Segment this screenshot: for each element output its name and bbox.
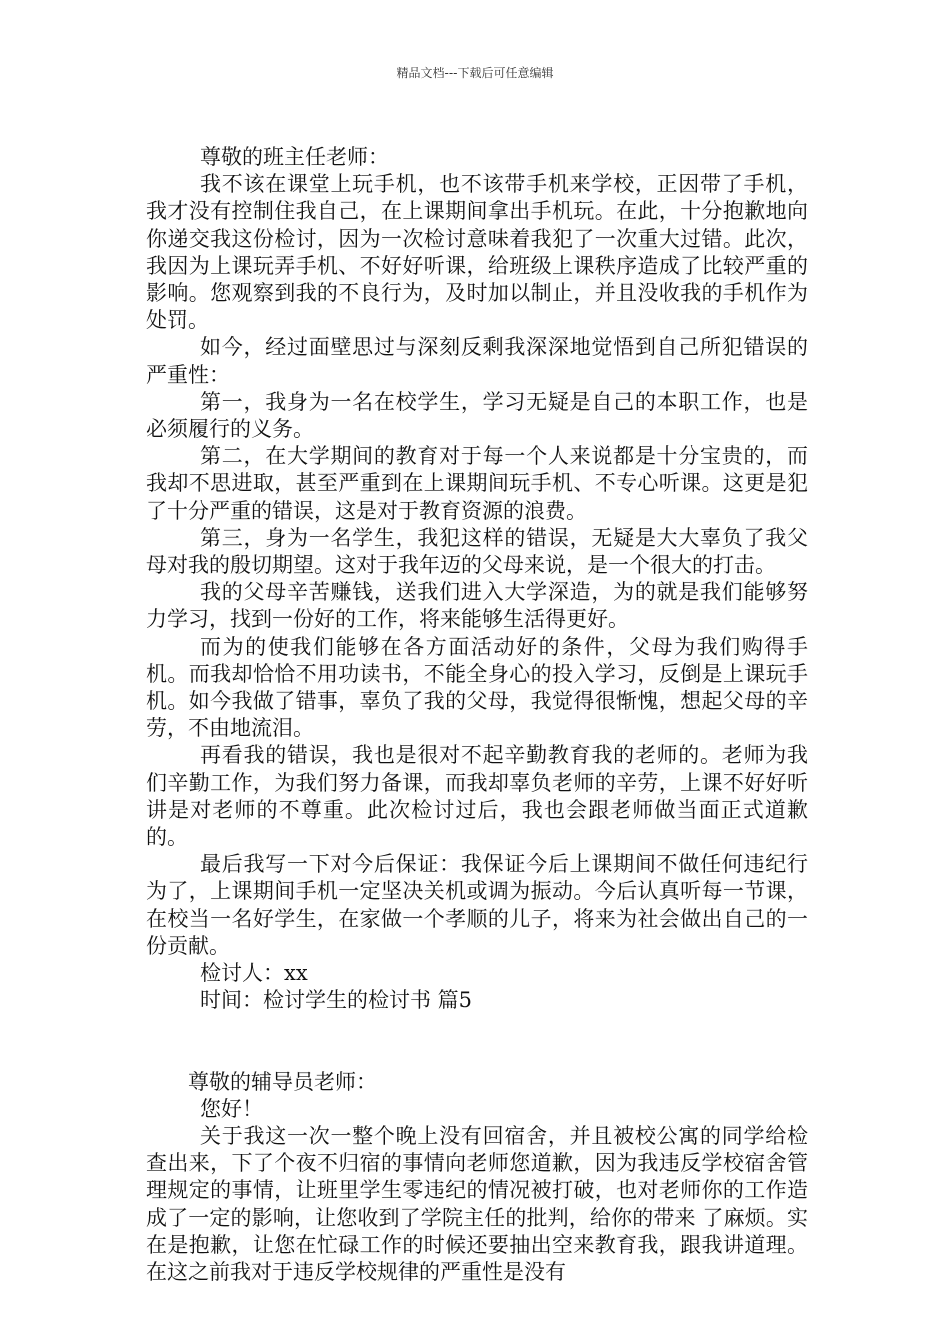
- paragraph: 第三，身为一名学生，我犯这样的错误，无疑是大大辜负了我父母对我的殷切期望。这对于我年迈的父母来说，是一个很大的打击。: [146, 525, 808, 578]
- paragraph: 再看我的错误，我也是很对不起辛勤教育我的老师的。老师为我们辛勤工作，为我们努力备课，而我却辜负老师的辛劳，上课不好好听讲是对老师的不尊重。此次检讨过后，我也会跟老师做当面正式道歉的。: [146, 743, 808, 850]
- document-body: [146, 144, 808, 1286]
- signature-line: 检讨人：xx: [200, 961, 308, 986]
- paragraph: 我不该在课堂上玩手机，也不该带手机来学校，正因带了手机，我才没有控制住我自己，在上课期间拿出手机玩。在此，十分抱歉地向你递交我这份检讨，因为一次检讨意味着我犯了一次重大过错。此次，我因为上课玩弄手机、不好好听课，给班级上课秩序造成了比较严重的影响。您观察到我的不良行为，及时加以制止，并且没收我的手机作为处罚。: [146, 172, 808, 333]
- paragraph: 第一，我身为一名在校学生，学习无疑是自己的本职工作，也是必须履行的义务。: [146, 389, 808, 442]
- paragraph: 而为的使我们能够在各方面活动好的条件，父母为我们购得手机。而我却恰恰不用功读书，不能全身心的投入学习，反倒是上课玩手机。如今我做了错事，辜负了我的父母，我觉得很惭愧，想起父母的辛劳，不由地流泪。: [146, 634, 808, 741]
- paragraph: 我的父母辛苦赚钱，送我们进入大学深造，为的就是我们能够努力学习，找到一份好的工作，将来能够生活得更好。: [146, 580, 808, 632]
- greeting: 您好！: [200, 1096, 263, 1121]
- date-line: 时间：检讨学生的检讨书 篇5: [200, 988, 473, 1013]
- paragraph: 最后我写一下对今后保证：我保证今后上课期间不做任何违纪行为了，上课期间手机一定坚决关机或调为振动。今后认真听每一节课，在校当一名好学生，在家做一个孝顺的儿子，将来为社会做出自己的一份贡献。: [146, 852, 808, 958]
- paragraph: 关于我这一次一整个晚上没有回宿舍，并且被校公寓的同学给检查出来，下了个夜不归宿的事情向老师您道歉，因为我违反学校宿舍管理规定的事情，让班里学生零违纪的情况被打破，也对老师你的工作造成了一定的影响，让您收到了学院主任的批判，给你的带来 了麻烦。实在是抱歉，让您在忙碌工作的时候还要抽出空来教育我，跟我讲道理。在这之前我对于违反学校规律的严重性是没有: [146, 1123, 808, 1284]
- salutation-2: 尊敬的辅导员老师：: [188, 1069, 377, 1094]
- page-header: 精品文档---下载后可任意编辑: [396, 66, 554, 80]
- salutation-1: 尊敬的班主任老师：: [200, 145, 389, 169]
- paragraph: 第二，在大学期间的教育对于每一个人来说都是十分宝贵的，而我却不思进取，甚至严重到在上课期间玩手机、不专心听课。这更是犯了十分严重的错误，这是对于教育资源的浪费。: [146, 444, 808, 523]
- paragraph: 如今，经过面壁思过与深刻反剩我深深地觉悟到自己所犯错误的严重性：: [146, 335, 808, 387]
